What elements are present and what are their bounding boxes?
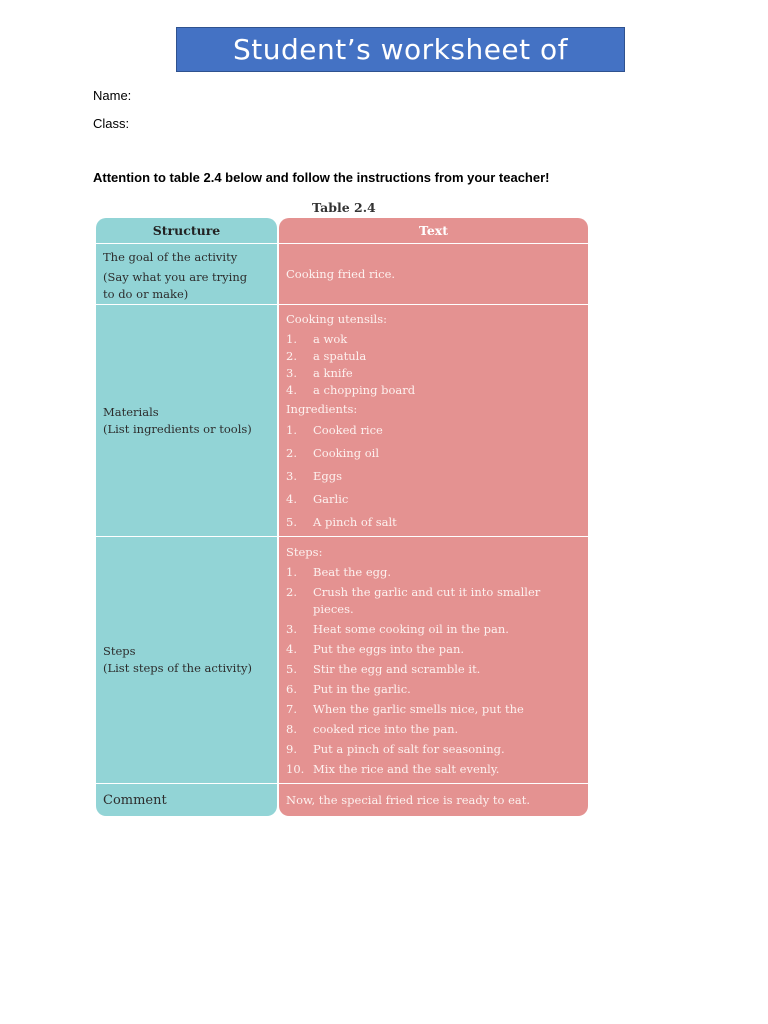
- structure-column: [96, 218, 277, 816]
- materials-structure-cell: [96, 305, 277, 536]
- list-item: 7. When the garlic smells nice, put the: [286, 702, 524, 716]
- table-caption: Table 2.4: [312, 200, 376, 215]
- comment-structure-label: Comment: [103, 792, 167, 808]
- goal-text: Cooking fried rice.: [286, 266, 396, 281]
- utensils-heading: Cooking utensils:: [286, 312, 387, 326]
- list-item: 4. Put the eggs into the pan.: [286, 642, 465, 656]
- list-item: 6. Put in the garlic.: [286, 682, 411, 696]
- text-header: Text: [279, 218, 588, 243]
- steps-structure-hint: (List steps of the activity): [103, 661, 252, 675]
- list-item: 3. Eggs: [286, 469, 343, 483]
- class-label: Class:: [93, 116, 130, 131]
- steps-heading: Steps:: [286, 545, 323, 559]
- list-item: 3. Heat some cooking oil in the pan.: [286, 622, 509, 636]
- goal-text-cell: [279, 244, 588, 304]
- list-item: 5. Stir the egg and scramble it.: [286, 662, 481, 676]
- text-column: [279, 218, 588, 816]
- ingredients-heading: Ingredients:: [286, 402, 358, 416]
- list-item: 5. A pinch of salt: [286, 515, 397, 529]
- name-label: Name:: [93, 88, 132, 103]
- worksheet-title: Student’s worksheet of: [176, 27, 625, 72]
- comment-text: Now, the special fried rice is ready to eat.: [286, 793, 531, 807]
- goal-structure-cell: [96, 244, 277, 304]
- materials-structure-title: Materials: [103, 404, 159, 419]
- list-item: 2. Crush the garlic and cut it into smaller pieces.: [286, 585, 541, 616]
- materials-text-cell: [279, 305, 588, 536]
- list-item: 2. a spatula: [286, 349, 367, 363]
- list-item: 1. Beat the egg.: [286, 565, 392, 579]
- comment-text-cell: [279, 784, 588, 816]
- list-item: 10. Mix the rice and the salt evenly.: [286, 762, 500, 776]
- list-item: 3. a knife: [286, 366, 353, 380]
- goal-structure-hint-1: (Say what you are trying: [103, 270, 248, 284]
- instruction-text: Attention to table 2.4 below and follow the instructions from your teacher!: [93, 170, 550, 185]
- steps-text-cell: [279, 537, 588, 783]
- list-item: 1. Cooked rice: [286, 423, 383, 437]
- list-item: 9. Put a pinch of salt for seasoning.: [286, 742, 505, 756]
- ingredients-list: [286, 422, 581, 531]
- list-item: 8. cooked rice into the pan.: [286, 722, 459, 736]
- steps-structure-cell: [96, 537, 277, 783]
- steps-structure-title: Steps: [103, 644, 136, 658]
- comment-structure-cell: [96, 784, 277, 816]
- recipe-table: [96, 218, 588, 816]
- materials-structure-hint: (List ingredients or tools): [103, 421, 252, 436]
- list-item: 4. a chopping board: [286, 383, 416, 397]
- structure-header: Structure: [96, 218, 277, 243]
- utensils-list: [286, 331, 581, 399]
- steps-list: [286, 564, 581, 778]
- goal-structure-hint-2: to do or make): [103, 287, 189, 301]
- list-item: 2. Cooking oil: [286, 446, 379, 460]
- goal-structure-title: The goal of the activity: [103, 250, 238, 264]
- list-item: 1. a wok: [286, 332, 348, 346]
- list-item: 4. Garlic: [286, 492, 349, 506]
